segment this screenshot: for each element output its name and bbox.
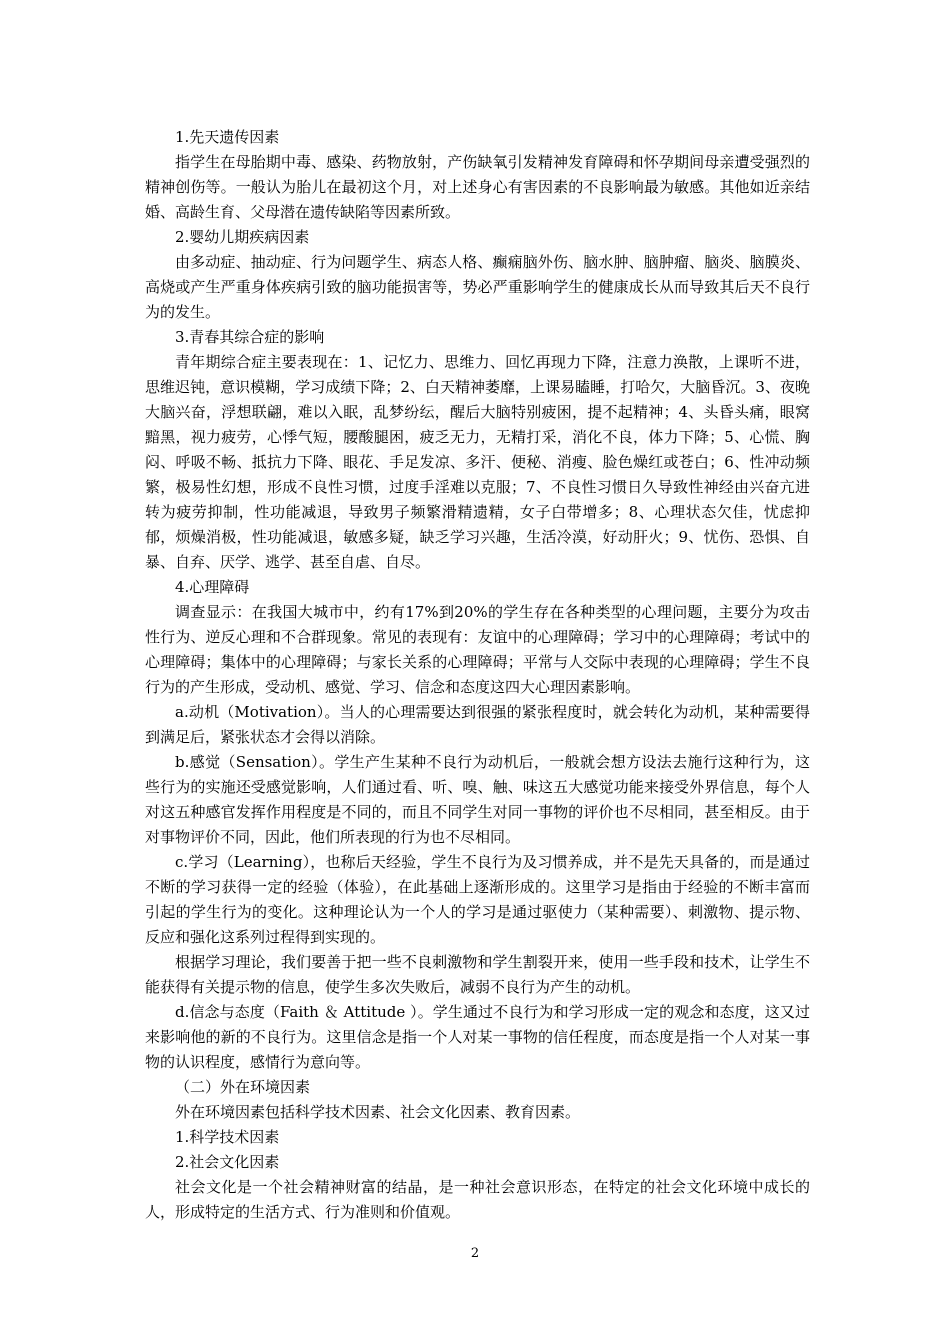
- heading-adolescent-syndrome: 3.青春其综合症的影响: [175, 328, 325, 346]
- heading-psychological-disorder: 4.心理障碍: [175, 578, 250, 596]
- paragraph-learning: c.学习（Learning），也称后天经验，学生不良行为及习惯养成，并不是先天具备的，而是通过不断的学习获得一定的经验（体验），在此基础上逐渐形成的。这里学习是指由于经验的不断丰富而引起的学生行为的变化。这种理论认为一个人的学习是通过驱使力（某种需要）、刺激物、提示物、反应和强化这系列过程得到实现的。: [145, 853, 810, 946]
- heading-science-technology: 1.科学技术因素: [175, 1128, 280, 1146]
- heading-congenital-factors: 1.先天遗传因素: [175, 128, 280, 146]
- document-body: [145, 125, 810, 1225]
- heading-social-culture: 2.社会文化因素: [175, 1153, 280, 1171]
- paragraph-social-culture: 社会文化是一个社会精神财富的结晶，是一种社会意识形态，在特定的社会文化环境中成长的人，形成特定的生活方式、行为准则和价值观。: [145, 1178, 810, 1221]
- page-number: 2: [470, 1246, 480, 1261]
- paragraph-adolescent-syndrome: 青年期综合症主要表现在：1、记忆力、思维力、回忆再现力下降，注意力涣散，上课听不进，思维迟钝，意识模糊，学习成绩下降；2、白天精神萎靡，上课易瞌睡，打哈欠，大脑昏沉。3、夜晚大脑兴奋，浮想联翩，难以入眠，乱梦纷纭，醒后大脑特别疲困，提不起精神；4、头昏头痛，眼窝黯黑，视力疲劳，心悸气短，腰酸腿困，疲乏无力，无精打采，消化不良，体力下降；5、心慌、胸闷、呼吸不畅、抵抗力下降、眼花、手足发凉、多汗、便秘、消瘦、脸色燥红或苍白；6、性冲动频繁，极易性幻想，形成不良性习惯，过度手淫难以克服；7、不良性习惯日久导致性神经由兴奋亢进转为疲劳抑制，性功能减退，导致男子频繁滑精遗精，女子白带增多；8、心理状态欠佳，忧虑抑郁，烦燥消极，性功能减退，敏感多疑，缺乏学习兴趣，生活冷漠，好动肝火；9、忧伤、恐惧、自暴、自弃、厌学、逃学、甚至自虐、自尽。: [145, 353, 810, 571]
- heading-external-environment: （二）外在环境因素: [175, 1078, 311, 1096]
- paragraph-learning-theory: 根据学习理论，我们要善于把一些不良刺激物和学生割裂开来，使用一些手段和技术，让学生不能获得有关提示物的信息，使学生多次失败后，减弱不良行为产生的动机。: [145, 953, 810, 996]
- paragraph-psychological-disorder: 调查显示：在我国大城市中，约有17%到20%的学生存在各种类型的心理问题，主要分为攻击性行为、逆反心理和不合群现象。常见的表现有：友谊中的心理障碍；学习中的心理障碍；考试中的心理障碍；集体中的心理障碍；与家长关系的心理障碍；平常与人交际中表现的心理障碍；学生不良行为的产生形成，受动机、感觉、学习、信念和态度这四大心理因素影响。: [145, 603, 810, 696]
- paragraph-faith-attitude: d.信念与态度（Faith ＆ Attitude ）。学生通过不良行为和学习形成一定的观念和态度，这又过来影响他的新的不良行为。这里信念是指一个人对某一事物的信任程度，而态度是指一个人对某一事物的认识程度，感情行为意向等。: [145, 1003, 810, 1071]
- heading-infant-disease-factors: 2.婴幼儿期疾病因素: [175, 228, 310, 246]
- paragraph-sensation: b.感觉（Sensation）。学生产生某种不良行为动机后，一般就会想方设法去施行这种行为，这些行为的实施还受感觉影响，人们通过看、听、嗅、触、味这五大感觉功能来接受外界信息，每个人对这五种感官发挥作用程度是不同的，而且不同学生对同一事物的评价也不尽相同，甚至相反。由于对事物评价不同，因此，他们所表现的行为也不尽相同。: [145, 753, 810, 846]
- paragraph-congenital-factors: 指学生在母胎期中毒、感染、药物放射，产伤缺氧引发精神发育障碍和怀孕期间母亲遭受强烈的精神创伤等。一般认为胎儿在最初这个月，对上述身心有害因素的不良影响最为敏感。其他如近亲结婚、高龄生育、父母潜在遗传缺陷等因素所致。: [145, 153, 810, 221]
- paragraph-external-environment: 外在环境因素包括科学技术因素、社会文化因素、教育因素。: [175, 1103, 581, 1121]
- paragraph-infant-disease-factors: 由多动症、抽动症、行为问题学生、病态人格、癫痫脑外伤、脑水肿、脑肿瘤、脑炎、脑膜炎、高烧或产生严重身体疾病引致的脑功能损害等，势必严重影响学生的健康成长从而导致其后天不良行为的发生。: [145, 253, 810, 321]
- paragraph-motivation: a.动机（Motivation）。当人的心理需要达到很强的紧张程度时，就会转化为动机，某种需要得到满足后，紧张状态才会得以消除。: [145, 703, 810, 746]
